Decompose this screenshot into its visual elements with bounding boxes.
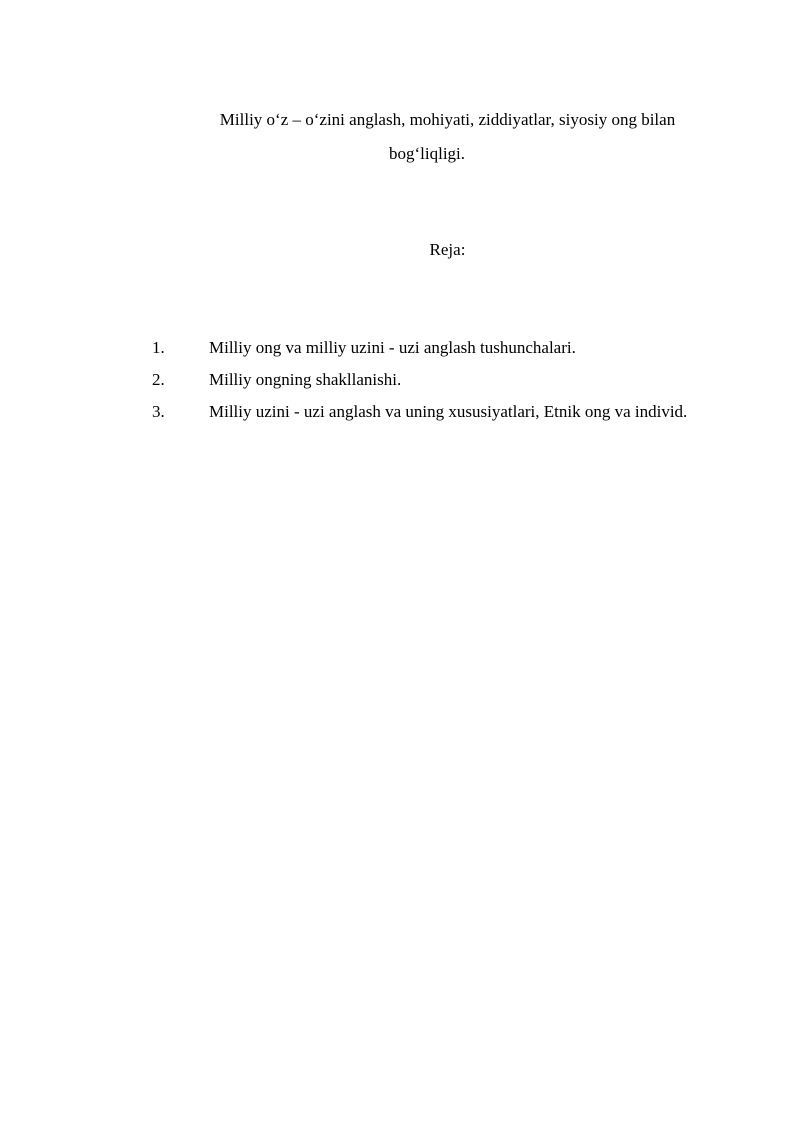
- plan-item-number: 1.: [152, 338, 165, 357]
- plan-item-number: 2.: [152, 370, 165, 389]
- plan-item-text: Milliy uzini - uzi anglash va uning xususiyatlari, Etnik ong va individ.: [209, 402, 688, 421]
- plan-item-3: [0, 402, 800, 434]
- plan-item-1: [0, 338, 800, 370]
- plan-item-text: Milliy ongning shakllanishi.: [209, 370, 402, 389]
- plan-item-number: 3.: [152, 402, 165, 421]
- document-title-line-1: Milliy o‘z – o‘zini anglash, mohiyati, ziddiyatlar, siyosiy ong bilan: [219, 110, 676, 129]
- plan-item-text: Milliy ong va milliy uzini - uzi anglash tushunchalari.: [209, 338, 576, 357]
- plan-item-2: [0, 370, 800, 402]
- plan-list: [0, 338, 800, 434]
- document-title-line-2: bog‘liqligi.: [388, 144, 466, 163]
- plan-heading: Reja:: [429, 240, 466, 259]
